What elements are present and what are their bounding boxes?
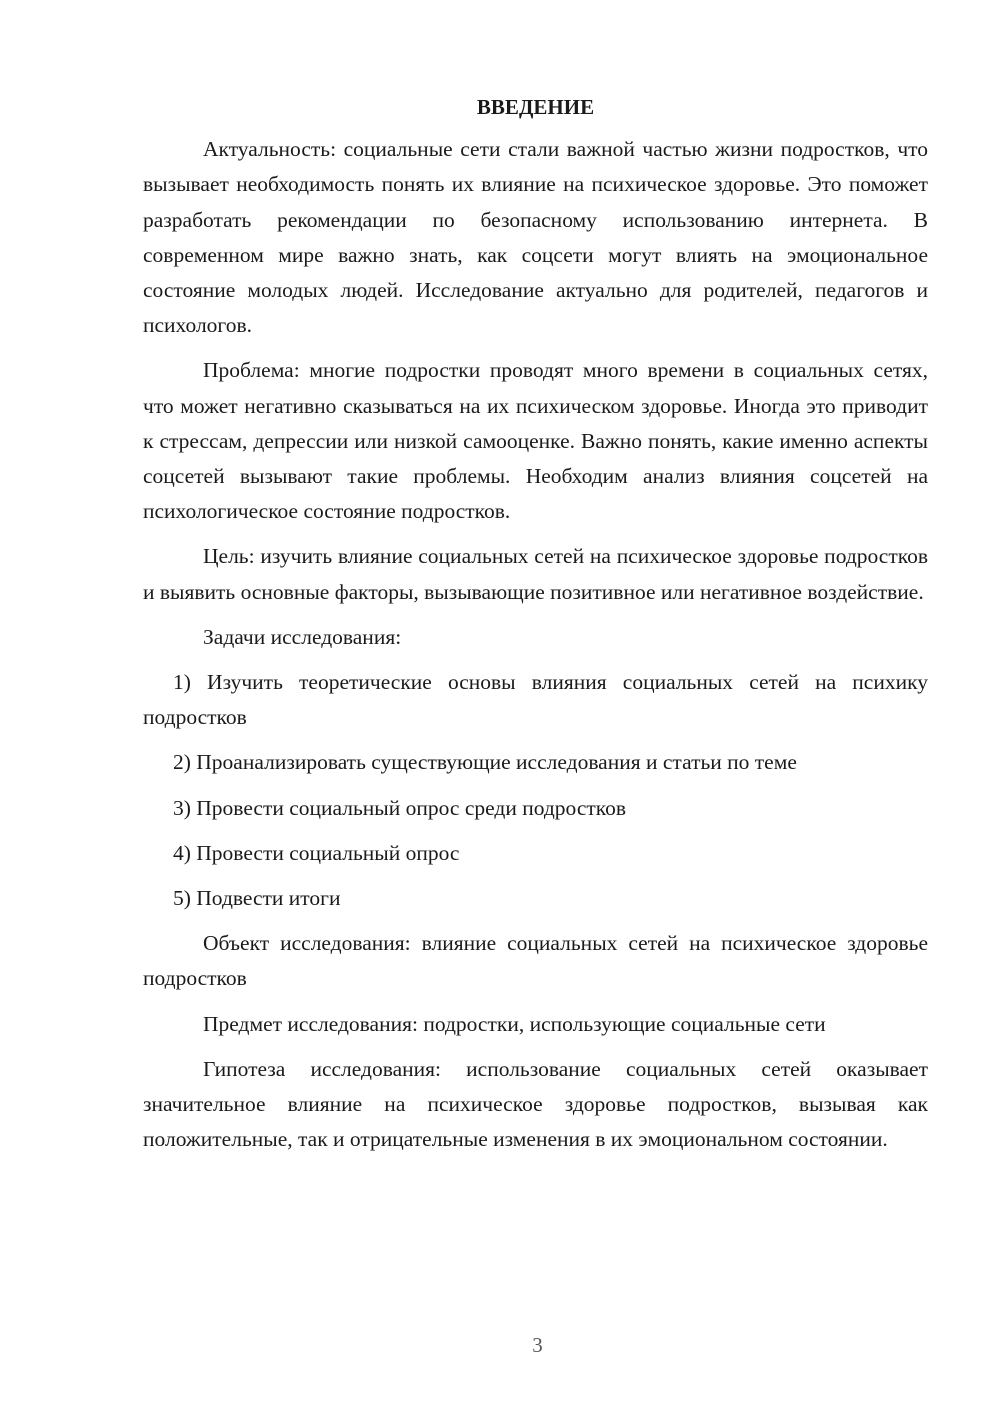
section-title: ВВЕДЕНИЕ	[476, 95, 595, 119]
paragraph-problem: Проблема: многие подростки проводят много времени в социальных сетях, что может негативно сказываться на их психическом здоровье. Иногда это приводит к стрессам, депрессии или низкой самооценке. Важно понять, какие именно аспекты соцсетей вызывают такие проблемы. Необходим анализ влияния соцсетей на психологическое состояние подростков.	[143, 358, 928, 524]
paragraph-goal: Цель: изучить влияние социальных сетей на психическое здоровье подростков и выявить основные факторы, вызывающие позитивное или негативное воздействие.	[143, 544, 928, 604]
task-item-1: 1) Изучить теоретические основы влияния социальных сетей на психику подростков	[143, 670, 928, 730]
paragraph-subject: Предмет исследования: подростки, использующие социальные сети	[203, 1011, 826, 1036]
task-item-3: 3) Провести социальный опрос среди подростков	[173, 795, 627, 820]
task-item-4: 4) Провести социальный опрос	[173, 840, 460, 865]
page-number: 3	[532, 1333, 543, 1357]
task-item-5: 5) Подвести итоги	[173, 886, 341, 911]
task-item-2: 2) Проанализировать существующие исследования и статьи по теме	[173, 750, 797, 775]
tasks-heading: Задачи исследования:	[203, 624, 402, 649]
paragraph-object: Объект исследования: влияние социальных сетей на психическое здоровье подростков	[143, 931, 928, 991]
paragraph-hypothesis: Гипотеза исследования: использование социальных сетей оказывает значительное влияние на психическое здоровье подростков, вызывая как положительные, так и отрицательные изменения в их эмоциональном состоянии.	[143, 1056, 928, 1152]
paragraph-relevance: Актуальность: социальные сети стали важной частью жизни подростков, что вызывает необходимость понять их влияние на психическое здоровье. Это поможет разработать рекомендации по безопасному использованию интернета. В современном мире важно знать, как соцсети могут влиять на эмоциональное состояние молодых людей. Исследование актуально для родителей, педагогов и психологов.	[143, 137, 928, 338]
document-page	[143, 90, 928, 1167]
